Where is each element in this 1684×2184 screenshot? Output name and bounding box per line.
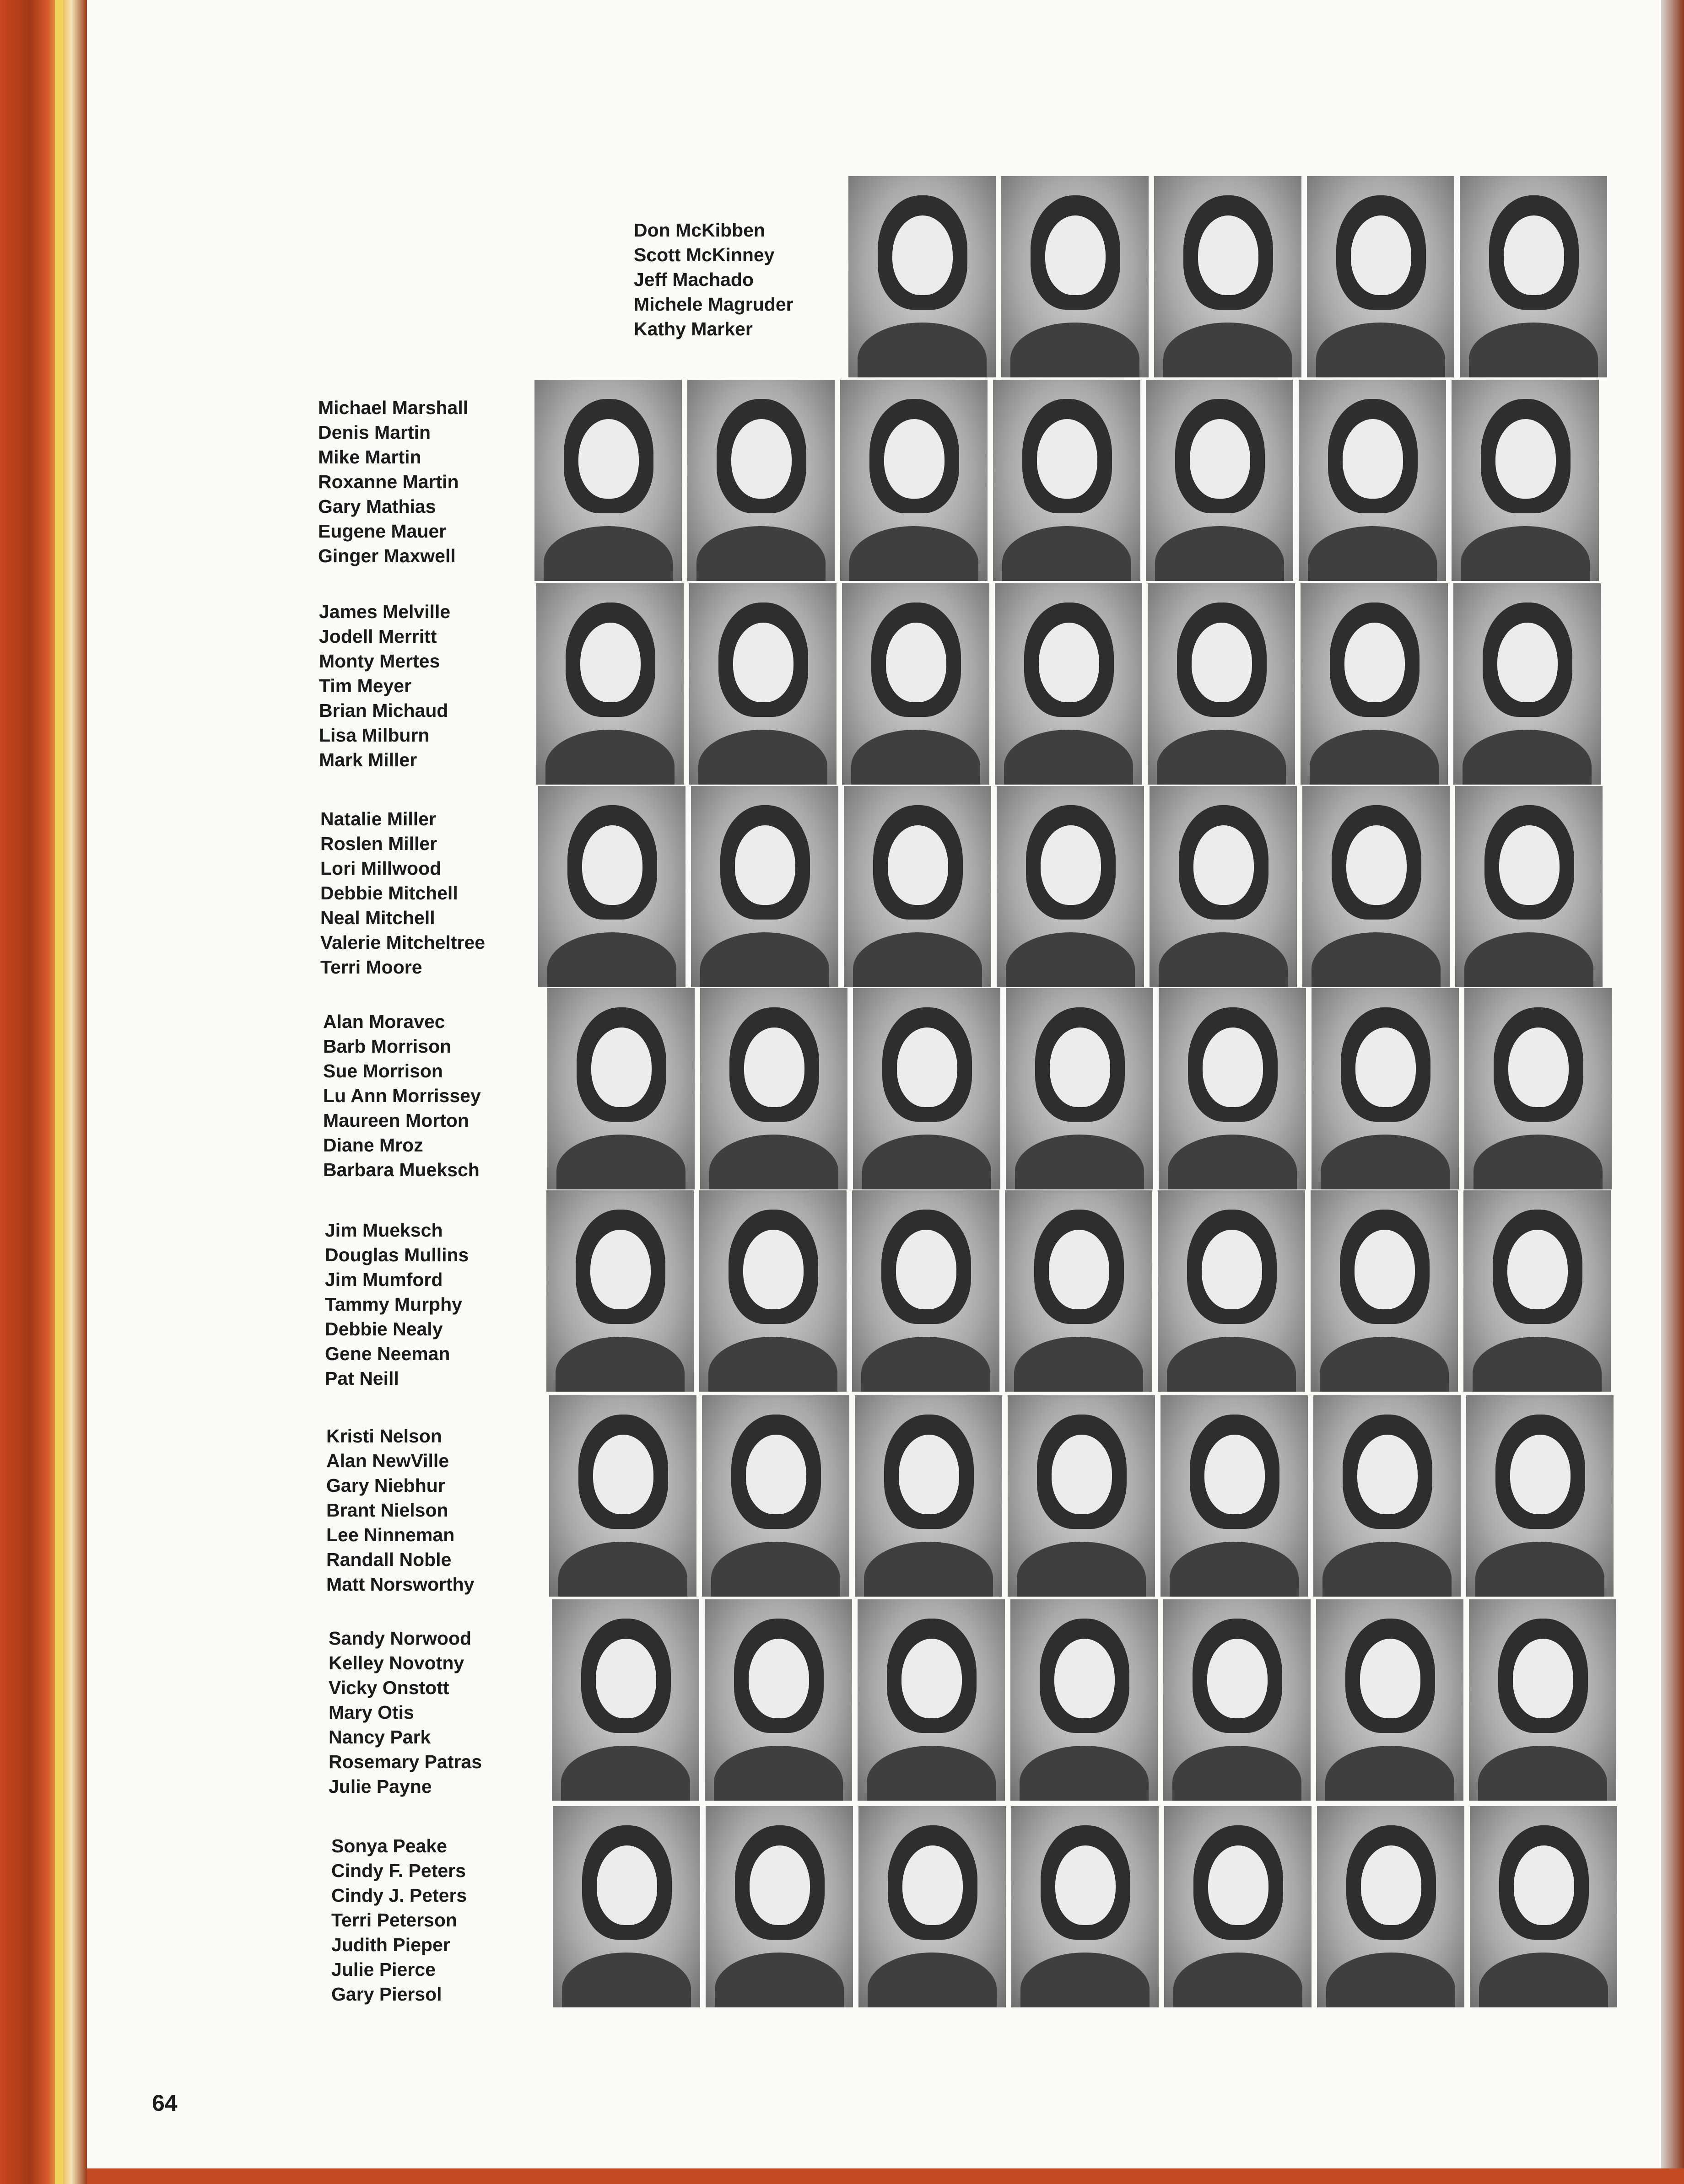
student-portrait <box>1001 176 1149 377</box>
student-portrait <box>705 1599 852 1801</box>
student-name: Kelley Novotny <box>329 1652 464 1673</box>
student-name: Cindy J. Peters <box>331 1885 467 1906</box>
student-portrait <box>1159 988 1306 1189</box>
portrait-face <box>1508 1027 1569 1107</box>
portrait-face <box>733 623 793 702</box>
student-portrait <box>549 1395 696 1597</box>
student-name: Lisa Milburn <box>319 725 430 746</box>
portrait-row <box>848 176 1613 377</box>
student-portrait <box>1164 1806 1312 2007</box>
portrait-shoulders <box>861 1337 990 1392</box>
student-portrait <box>546 1190 694 1392</box>
portrait-shoulders <box>1014 1337 1143 1392</box>
student-name: Terri Moore <box>320 957 422 978</box>
student-name: Kathy Marker <box>634 318 753 339</box>
portrait-face <box>1037 419 1097 499</box>
portrait-face <box>886 623 946 702</box>
student-portrait <box>1006 988 1153 1189</box>
student-name: Terri Peterson <box>331 1910 457 1931</box>
portrait-shoulders <box>1170 1542 1299 1597</box>
portrait-face <box>1041 825 1101 905</box>
student-name: Julie Pierce <box>331 1959 436 1980</box>
portrait-face <box>593 1435 653 1514</box>
student-name: Roxanne Martin <box>318 471 459 492</box>
student-name: Kristi Nelson <box>326 1426 442 1447</box>
portrait-shoulders <box>849 526 978 581</box>
student-portrait <box>1008 1395 1155 1597</box>
student-name: Jim Mumford <box>325 1269 443 1290</box>
portrait-shoulders <box>1474 1135 1603 1189</box>
portrait-face <box>1208 1845 1268 1925</box>
portrait-face <box>1343 419 1403 499</box>
portrait-shoulders <box>862 1135 991 1189</box>
student-name: Sonya Peake <box>331 1835 447 1856</box>
portrait-face <box>884 419 945 499</box>
student-portrait <box>848 176 996 377</box>
student-portrait <box>706 1806 853 2007</box>
student-name: James Melville <box>319 601 451 622</box>
portrait-face <box>899 1435 959 1514</box>
student-portrait <box>1302 786 1450 987</box>
portrait-face <box>591 1027 652 1107</box>
portrait-shoulders <box>1479 1953 1608 2007</box>
name-list <box>323 1009 481 1182</box>
portrait-face <box>1510 1435 1571 1514</box>
student-portrait <box>1470 1806 1617 2007</box>
portrait-face <box>1361 1845 1421 1925</box>
portrait-face <box>902 1845 963 1925</box>
portrait-shoulders <box>1020 1746 1149 1801</box>
portrait-shoulders <box>1167 1337 1296 1392</box>
portrait-face <box>901 1639 962 1718</box>
portrait-face <box>1204 1435 1265 1514</box>
student-portrait <box>1316 1599 1463 1801</box>
student-portrait <box>858 1599 1005 1801</box>
student-portrait <box>1463 1190 1611 1392</box>
student-name: Vicky Onstott <box>329 1677 449 1698</box>
student-portrait <box>1455 786 1603 987</box>
portrait-shoulders <box>1473 1337 1602 1392</box>
portrait-shoulders <box>851 730 980 785</box>
name-list <box>326 1424 474 1597</box>
student-name: Rosemary Patras <box>329 1751 482 1772</box>
student-name: Randall Noble <box>326 1549 452 1570</box>
student-portrait <box>1148 583 1295 785</box>
student-portrait <box>536 583 684 785</box>
student-name: Scott McKinney <box>634 244 775 265</box>
name-list <box>319 599 450 772</box>
student-portrait <box>1464 988 1612 1189</box>
portrait-shoulders <box>696 526 826 581</box>
portrait-shoulders <box>711 1542 840 1597</box>
portrait-face <box>1513 1639 1573 1718</box>
portrait-shoulders <box>1469 323 1598 377</box>
student-portrait <box>852 1190 999 1392</box>
portrait-face <box>590 1230 651 1309</box>
portrait-shoulders <box>1463 730 1592 785</box>
student-portrait <box>842 583 989 785</box>
student-name: Jim Mueksch <box>325 1220 443 1241</box>
portrait-row <box>546 1190 1616 1392</box>
student-portrait <box>689 583 837 785</box>
portrait-face <box>1355 1027 1416 1107</box>
student-name: Don McKibben <box>634 220 765 241</box>
portrait-shoulders <box>1461 526 1590 581</box>
portrait-face <box>1207 1639 1268 1718</box>
student-name: Mary Otis <box>329 1702 414 1723</box>
portrait-shoulders <box>1010 323 1139 377</box>
student-portrait <box>534 380 682 581</box>
portrait-shoulders <box>1475 1542 1604 1597</box>
student-portrait <box>1150 786 1297 987</box>
portrait-shoulders <box>1478 1746 1607 1801</box>
student-name: Gene Neeman <box>325 1343 450 1364</box>
portrait-face <box>897 1027 957 1107</box>
name-list <box>331 1834 467 2006</box>
student-name: Debbie Mitchell <box>320 882 458 904</box>
portrait-shoulders <box>1310 730 1439 785</box>
portrait-row <box>547 988 1617 1189</box>
student-portrait <box>853 988 1000 1189</box>
portrait-shoulders <box>1157 730 1286 785</box>
portrait-shoulders <box>1316 323 1445 377</box>
portrait-face <box>892 215 953 295</box>
portrait-shoulders <box>1308 526 1437 581</box>
portrait-shoulders <box>709 1135 838 1189</box>
student-name: Neal Mitchell <box>320 907 435 928</box>
student-name: Lori Millwood <box>320 858 442 879</box>
portrait-shoulders <box>1002 526 1131 581</box>
portrait-face <box>1192 623 1252 702</box>
portrait-shoulders <box>708 1337 837 1392</box>
portrait-face <box>1202 1230 1262 1309</box>
student-portrait <box>547 988 695 1189</box>
student-portrait <box>691 786 838 987</box>
student-name: Cindy F. Peters <box>331 1860 466 1881</box>
student-portrait <box>553 1806 700 2007</box>
name-list <box>634 218 793 341</box>
student-portrait <box>1301 583 1448 785</box>
portrait-face <box>597 1845 657 1925</box>
student-portrait <box>1011 1806 1159 2007</box>
name-list <box>320 807 485 979</box>
portrait-shoulders <box>1017 1542 1146 1597</box>
student-portrait <box>1160 1395 1308 1597</box>
student-portrait <box>1317 1806 1464 2007</box>
student-name: Tammy Murphy <box>325 1294 462 1315</box>
portrait-face <box>582 825 642 905</box>
name-list <box>329 1626 482 1799</box>
portrait-shoulders <box>556 1337 685 1392</box>
student-name: Brian Michaud <box>319 700 448 721</box>
portrait-face <box>888 825 948 905</box>
portrait-row <box>534 380 1604 581</box>
portrait-shoulders <box>1321 1135 1450 1189</box>
student-portrait <box>1010 1599 1158 1801</box>
portrait-row <box>553 1806 1623 2007</box>
student-name: Barb Morrison <box>323 1036 452 1057</box>
portrait-shoulders <box>1155 526 1284 581</box>
student-portrait <box>840 380 988 581</box>
portrait-shoulders <box>700 932 829 987</box>
portrait-face <box>731 419 792 499</box>
portrait-shoulders <box>1326 1953 1455 2007</box>
portrait-shoulders <box>562 1953 691 2007</box>
name-list <box>318 395 468 568</box>
portrait-face <box>1357 1435 1418 1514</box>
student-portrait <box>855 1395 1002 1597</box>
portrait-shoulders <box>1163 323 1292 377</box>
portrait-face <box>1499 825 1560 905</box>
student-portrait <box>1005 1190 1152 1392</box>
portrait-shoulders <box>1325 1746 1454 1801</box>
student-name: Maureen Morton <box>323 1110 469 1131</box>
student-name: Douglas Mullins <box>325 1244 469 1265</box>
book-binding <box>0 0 87 2184</box>
portrait-face <box>750 1845 810 1925</box>
student-portrait <box>1466 1395 1614 1597</box>
portrait-face <box>746 1435 806 1514</box>
portrait-face <box>749 1639 809 1718</box>
portrait-shoulders <box>1006 932 1135 987</box>
student-portrait <box>1146 380 1293 581</box>
portrait-face <box>1193 825 1254 905</box>
portrait-shoulders <box>1464 932 1593 987</box>
portrait-shoulders <box>698 730 827 785</box>
portrait-face <box>1346 825 1407 905</box>
student-name: Gary Niebhur <box>326 1475 445 1496</box>
student-name: Eugene Mauer <box>318 521 447 542</box>
student-name: Diane Mroz <box>323 1135 423 1156</box>
student-portrait <box>687 380 835 581</box>
portrait-face <box>1054 1639 1115 1718</box>
student-name: Lu Ann Morrissey <box>323 1085 481 1106</box>
student-name: Brant Nielson <box>326 1500 448 1521</box>
student-name: Ginger Maxwell <box>318 545 456 566</box>
portrait-shoulders <box>545 730 675 785</box>
portrait-face <box>1052 1435 1112 1514</box>
page-edge <box>1661 0 1684 2184</box>
portrait-face <box>1039 623 1099 702</box>
student-name: Gary Piersol <box>331 1984 442 2005</box>
portrait-face <box>1507 1230 1568 1309</box>
portrait-face <box>1351 215 1411 295</box>
student-name: Jeff Machado <box>634 269 754 290</box>
portrait-shoulders <box>714 1746 843 1801</box>
portrait-face <box>1344 623 1405 702</box>
student-portrait <box>1460 176 1607 377</box>
student-name: Debbie Nealy <box>325 1318 443 1339</box>
portrait-shoulders <box>1020 1953 1150 2007</box>
student-portrait <box>702 1395 849 1597</box>
portrait-face <box>580 623 641 702</box>
student-portrait <box>1163 1599 1311 1801</box>
student-portrait <box>538 786 685 987</box>
student-name: Sue Morrison <box>323 1060 443 1081</box>
portrait-face <box>1198 215 1258 295</box>
portrait-face <box>1045 215 1106 295</box>
student-name: Valerie Mitcheltree <box>320 932 486 953</box>
student-portrait <box>700 988 847 1189</box>
portrait-shoulders <box>715 1953 844 2007</box>
student-portrait <box>1452 380 1599 581</box>
portrait-face <box>1049 1230 1109 1309</box>
portrait-face <box>578 419 639 499</box>
portrait-shoulders <box>1004 730 1133 785</box>
portrait-face <box>1050 1027 1110 1107</box>
portrait-face <box>1495 419 1556 499</box>
portrait-face <box>896 1230 956 1309</box>
portrait-shoulders <box>1159 932 1288 987</box>
portrait-shoulders <box>867 1746 996 1801</box>
portrait-face <box>735 825 795 905</box>
portrait-face <box>1190 419 1250 499</box>
student-name: Mark Miller <box>319 749 417 770</box>
portrait-shoulders <box>853 932 982 987</box>
student-name: Nancy Park <box>329 1727 431 1748</box>
student-portrait <box>1311 1190 1458 1392</box>
student-name: Alan NewVille <box>326 1450 449 1471</box>
portrait-shoulders <box>1015 1135 1144 1189</box>
student-name: Michele Magruder <box>634 294 793 315</box>
page-number: 64 <box>152 2090 178 2116</box>
student-portrait <box>1453 583 1601 785</box>
student-portrait <box>993 380 1140 581</box>
portrait-shoulders <box>1173 1953 1302 2007</box>
student-name: Natalie Miller <box>320 808 436 829</box>
student-portrait <box>1299 380 1446 581</box>
portrait-shoulders <box>1168 1135 1297 1189</box>
portrait-shoulders <box>868 1953 997 2007</box>
portrait-face <box>1355 1230 1415 1309</box>
portrait-row <box>549 1395 1619 1597</box>
student-name: Denis Martin <box>318 422 431 443</box>
portrait-face <box>744 1027 804 1107</box>
student-portrait <box>858 1806 1006 2007</box>
student-portrait <box>699 1190 847 1392</box>
student-portrait <box>995 583 1142 785</box>
portrait-row <box>552 1599 1622 1801</box>
portrait-face <box>1055 1845 1116 1925</box>
portrait-shoulders <box>864 1542 993 1597</box>
student-name: Lee Ninneman <box>326 1524 455 1545</box>
student-name: Julie Payne <box>329 1776 432 1797</box>
student-name: Monty Mertes <box>319 651 440 672</box>
student-name: Pat Neill <box>325 1368 399 1389</box>
portrait-shoulders <box>1312 932 1441 987</box>
cover-edge <box>87 2168 1684 2184</box>
student-name: Sandy Norwood <box>329 1628 472 1649</box>
student-portrait <box>1312 988 1459 1189</box>
portrait-face <box>596 1639 656 1718</box>
portrait-shoulders <box>561 1746 690 1801</box>
student-portrait <box>1313 1395 1461 1597</box>
portrait-face <box>743 1230 804 1309</box>
student-name: Roslen Miller <box>320 833 437 854</box>
student-name: Gary Mathias <box>318 496 436 517</box>
student-portrait <box>1158 1190 1305 1392</box>
student-portrait <box>997 786 1144 987</box>
portrait-shoulders <box>558 1542 687 1597</box>
portrait-shoulders <box>858 323 987 377</box>
portrait-shoulders <box>1172 1746 1301 1801</box>
portrait-row <box>536 583 1606 785</box>
student-portrait <box>1469 1599 1616 1801</box>
student-portrait <box>1307 176 1454 377</box>
portrait-face <box>1497 623 1558 702</box>
portrait-shoulders <box>1320 1337 1449 1392</box>
student-name: Tim Meyer <box>319 675 412 696</box>
student-portrait <box>552 1599 699 1801</box>
student-portrait <box>1154 176 1301 377</box>
portrait-shoulders <box>547 932 676 987</box>
portrait-row <box>538 786 1608 987</box>
portrait-face <box>1504 215 1564 295</box>
name-list <box>325 1218 469 1391</box>
student-portrait <box>844 786 991 987</box>
student-name: Alan Moravec <box>323 1011 445 1032</box>
portrait-face <box>1514 1845 1574 1925</box>
student-name: Barbara Mueksch <box>323 1159 480 1180</box>
portrait-face <box>1360 1639 1420 1718</box>
portrait-shoulders <box>544 526 673 581</box>
portrait-face <box>1203 1027 1263 1107</box>
student-name: Matt Norsworthy <box>326 1574 475 1595</box>
portrait-shoulders <box>1322 1542 1452 1597</box>
student-name: Mike Martin <box>318 446 421 468</box>
portrait-shoulders <box>556 1135 685 1189</box>
student-name: Judith Pieper <box>331 1934 450 1955</box>
student-name: Michael Marshall <box>318 397 469 418</box>
student-name: Jodell Merritt <box>319 626 437 647</box>
